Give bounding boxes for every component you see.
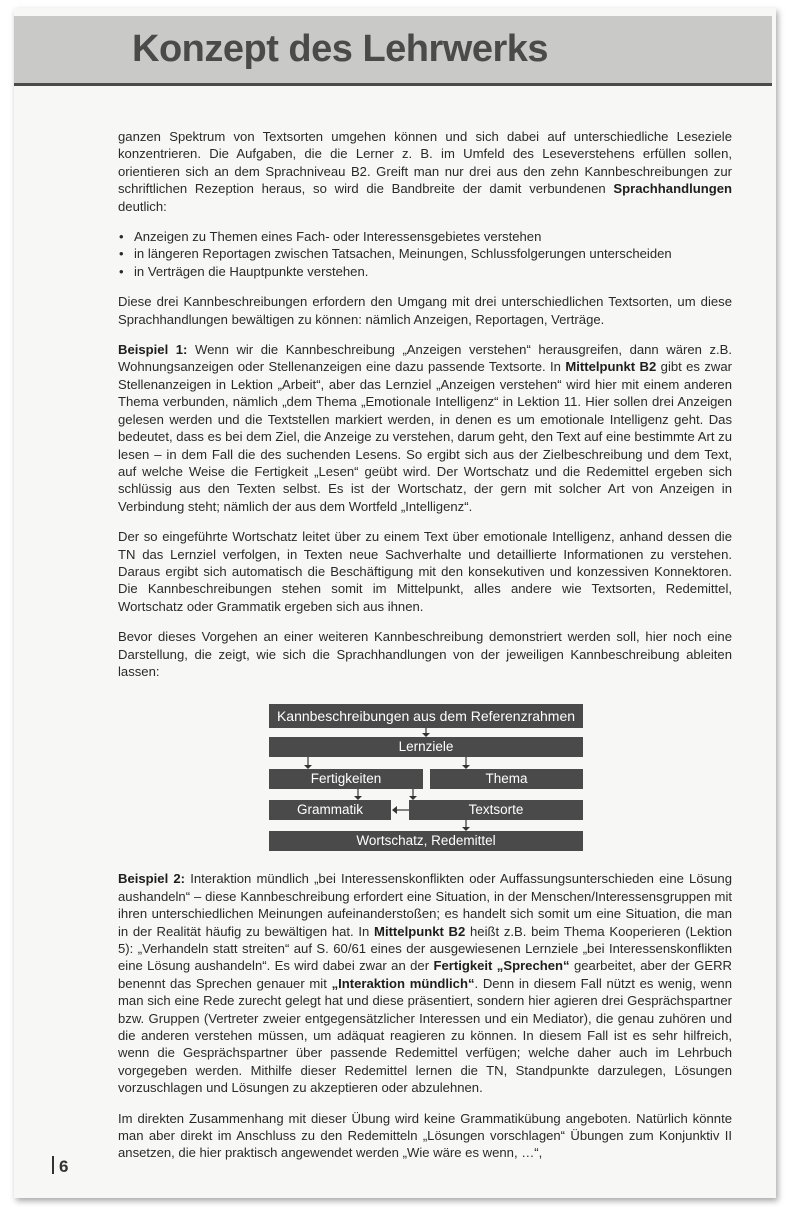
- paragraph-7: Im direkten Zusammenhang mit dieser Übung wird keine Grammatikübung angeboten. Natürlich könnte man aber direkt im Anschluss zu den Redemitteln „Lösungen vorschlagen“ Übungen zum Konjunktiv II ansetzen, die hier praktisch angewendet werden „Wie wäre es wenn, …“,: [118, 1110, 732, 1161]
- bold-span: „Interaktion mündlich“: [331, 975, 475, 991]
- text-span: deutlich:: [118, 198, 167, 214]
- list-item: • Anzeigen zu Themen eines Fach- oder Interessensgebietes verstehen: [134, 228, 732, 245]
- paragraph-2: Diese drei Kannbeschreibungen erfordern den Umgang mit drei unterschiedlichen Textsorten, um diese Sprachhandlungen bewältigen zu können: nämlich Anzeigen, Reportagen, Verträge.: [118, 294, 732, 327]
- flow-diagram: [118, 694, 732, 854]
- page: [14, 8, 776, 1198]
- text-span: gibt es zwar Stellenanzeigen in Lektion „Arbeit“, aber das Lernziel „Anzeigen verstehen“ wird hier mit einem anderen Thema verbunden, nämlich „dem Thema „Emotionale Intelligenz“ in Lektion 11. Hier sollen drei Anzeigen gelesen werden und die Textstellen markiert werden, in denen es um emotionale Intelligenz geht. Das bedeutet, dass es bei dem Ziel, die Anzeige zu verstehen, darum geht, den Text auf eine bestimmte Art zu lesen – in dem Fall die des suchenden Lesens. So ergibt sich aus der Zielbeschreibung und dem Text, auf welche Weise die Fertigkeit „Lesen“ geübt wird. Der Wortschatz und die Redemittel ergeben sich schlüssig aus den Texten selbst. Es ist der Wortschatz, der gern mit solcher Art von Anzeigen in Verbindung steht; nämlich der aus dem Wortfeld „Intelligenz“.: [118, 359, 733, 514]
- header-band: [14, 16, 772, 86]
- example-label: Beispiel 1:: [118, 342, 188, 358]
- paragraph-5: Bevor dieses Vorgehen an einer weiteren Kannbeschreibung demonstriert werden soll, hier noch eine Darstellung, die zeigt, wie sich die Sprachhandlungen von der jeweiligen Kannbeschreibung ableiten lassen:: [118, 629, 732, 679]
- page-number-text: 6: [59, 1157, 69, 1176]
- page-title: Konzept des Lehrwerks: [132, 28, 549, 70]
- text-span: Interaktion mündlich „bei Interessenskonflikten oder Auffassungsunterschieden eine Lösung aushandeln“ – diese Kannbeschreibung erfordert eine Situation, in der Menschen/Interessensgruppen mit ihren unterschiedlichen Meinungen aufeinanderstoßen; es handelt sich somit um eine Situation, die man in der Realität häufig zu bewältigen hat. In: [118, 871, 732, 939]
- diagram-arrows: [118, 694, 732, 854]
- diagram-box-lernziele: Lernziele: [269, 737, 583, 757]
- bullet-list: [118, 228, 732, 280]
- text-span: gearbeitet, aber der GERR benennt das Sprechen genauer mit: [118, 958, 733, 991]
- bold-span: Fertigkeit „Sprechen“: [433, 958, 570, 974]
- paragraph-4: Der so eingeführte Wortschatz leitet über zu einem Text über emotionale Intelligenz, anhand dessen die TN das Lernziel verfolgen, in Texten neue Sachverhalte und detaillierte Informationen zu verstehen. Daraus ergibt sich automatisch die Beschäftigung mit den konsekutiven und konzessiven Konnektoren. Die Kannbeschreibungen stehen somit im Mittelpunkt, alles andere wie Textsorten, Redemittel, Wortschatz oder Grammatik ergeben sich aus ihnen.: [118, 529, 732, 614]
- paragraph-1: [118, 128, 732, 215]
- diagram-box-wortschatz: Wortschatz, Redemittel: [269, 831, 583, 851]
- diagram-box-textsorte: Textsorte: [409, 800, 583, 820]
- diagram-box-top: Kannbeschreibungen aus dem Referenzrahmen: [269, 704, 583, 728]
- paragraph-3: [118, 341, 732, 515]
- text-span: ganzen Spektrum von Textsorten umgehen können und sich dabei auf unterschiedliche Leseziele konzentrieren. Die Aufgaben, die die Lerner z. B. im Umfeld des Leseverstehens erfüllen sollen, orientieren sich an dem Sprachniveau B2. Greift man nur drei aus den zehn Kannbeschreibungen zur schriftlichen Rezeption heraus, so wird die Bandbreite der damit verbundenen: [118, 129, 732, 197]
- example-label: Beispiel 2:: [118, 871, 186, 887]
- list-item: • in längeren Reportagen zwischen Tatsachen, Meinungen, Schlussfolgerungen unterscheiden: [134, 245, 732, 262]
- text-span: . Denn in diesem Fall nützt es wenig, wenn man sich eine Rede zurecht gelegt hat und diese präsentiert, sondern hier agieren drei Gesprächspartner bzw. Gruppen (Vertreter zweier entgegensätzlicher Interessen und ein Mediator), die genau zuhören und die anderen verstehen müssen, um adäquat reagieren zu können. In diesem Fall ist es sehr hilfreich, wenn die Gesprächspartner über passende Redemittel verfügen; welche daher auch im Lehrbuch vorgegeben werden. Mithilfe dieser Redemittel lernen die TN, Standpunkte darzulegen, Lösungen vorzuschlagen und Lösungen zu akzeptieren oder abzulehnen.: [118, 975, 732, 1096]
- page-number-bar: [52, 1156, 54, 1174]
- page-number: [52, 1156, 68, 1177]
- diagram-box-grammatik: Grammatik: [269, 800, 391, 820]
- bold-span: Sprachhandlungen: [613, 181, 732, 197]
- text-span: Wenn wir die Kannbeschreibung „Anzeigen verstehen“ herausgreifen, dann wären z.B. Wohnungsanzeigen oder Stellenanzeigen eine dazu passende Textsorte. In: [118, 342, 733, 375]
- bold-span: Mittelpunkt B2: [565, 359, 657, 375]
- diagram-box-thema: Thema: [430, 769, 583, 789]
- text-span: heißt z.B. beim Thema Kooperieren (Lektion 5): „Verhandeln statt streiten“ auf S. 60/61 eines der ausgewiesenen Lernziele „bei Interessenskonflikten eine Lösung aushandeln“. Es wird dabei zwar an der: [118, 923, 733, 974]
- main-text: [118, 128, 732, 1175]
- diagram-box-fertigkeiten: Fertigkeiten: [269, 769, 423, 789]
- bold-span: Mittelpunkt B2: [374, 923, 466, 939]
- paragraph-6: [118, 870, 732, 1096]
- list-item: • in Verträgen die Hauptpunkte verstehen.: [134, 263, 732, 280]
